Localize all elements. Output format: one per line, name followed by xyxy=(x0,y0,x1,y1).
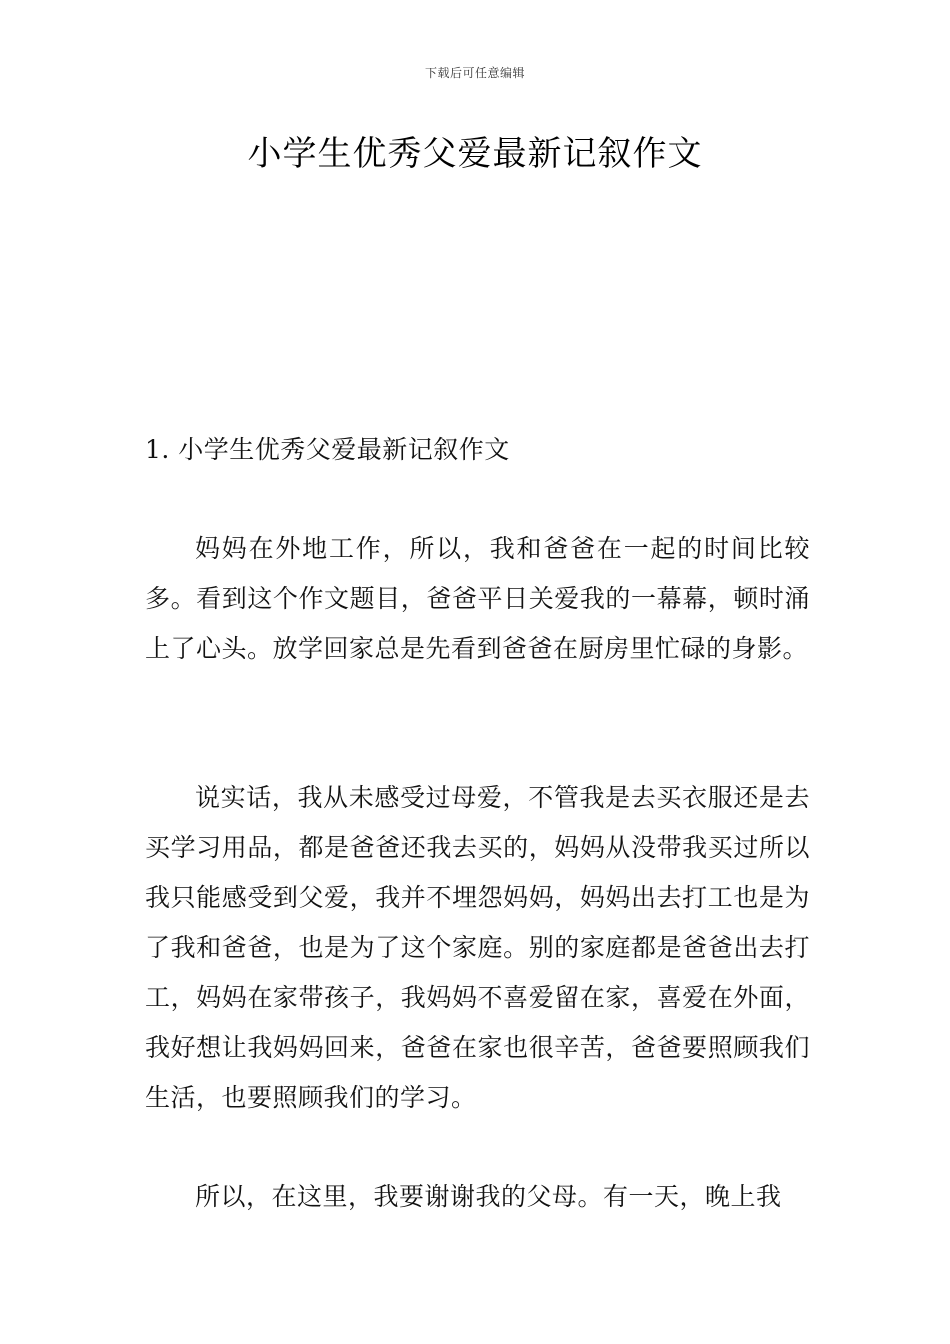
paragraph-3: 所以，在这里，我要谢谢我的父母。有一天，晚上我 xyxy=(195,1182,782,1211)
document-title: 小学生优秀父爱最新记叙作文 xyxy=(247,134,703,174)
paragraph-1: 妈妈在外地工作，所以，我和爸爸在一起的时间比较多。看到这个作文题目，爸爸平日关爱我的一幕幕，顿时涌上了心头。放学回家总是先看到爸爸在厨房里忙碌的身影。 xyxy=(145,534,810,663)
paragraph-2: 说实话，我从未感受过母爱，不管我是去买衣服还是去买学习用品，都是爸爸还我去买的，妈妈从没带我买过所以我只能感受到父爱，我并不埋怨妈妈，妈妈出去打工也是为了我和爸爸，也是为了这个家庭。别的家庭都是爸爸出去打工，妈妈在家带孩子，我妈妈不喜爱留在家，喜爱在外面，我好想让我妈妈回来，爸爸在家也很辛苦，爸爸要照顾我们生活，也要照顾我们的学习。 xyxy=(145,783,810,1112)
header-note: 下载后可任意编辑 xyxy=(424,66,525,80)
section-heading: 1. 小学生优秀父爱最新记叙作文 xyxy=(145,435,510,464)
